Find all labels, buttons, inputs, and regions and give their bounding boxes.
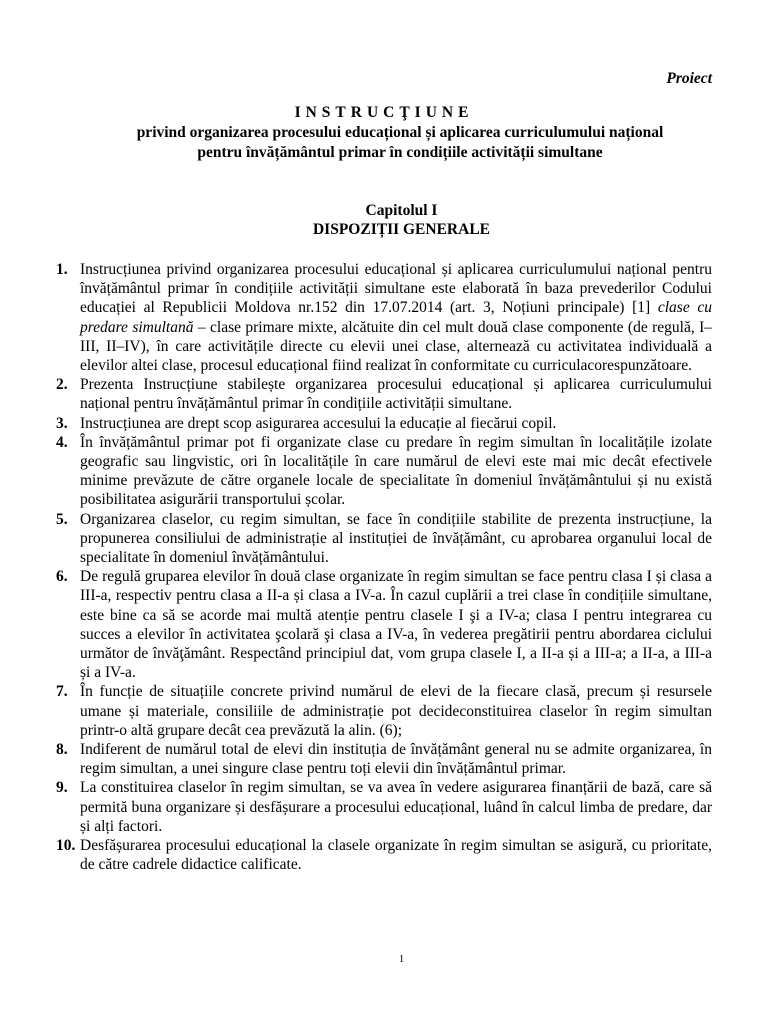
item-text-main: Indiferent de numărul total de elevi din instituția de învățământ general nu se admite organizarea, în regim simultan, a unei singure clase pentru toți elevii din învățământul primar. <box>80 741 712 778</box>
provisions-list <box>56 260 712 875</box>
subtitle-line-2: pentru învățământul primar în condițiile activității simultane <box>197 144 603 161</box>
draft-label: Proiect <box>666 70 712 87</box>
item-text-main: În funcție de situațiile concrete privind numărul de elevi de la fiecare clasă, precum și resursele umane și materiale, consiliile de administrație pot decideconstituirea claselor în regim simultan printr-o altă grupare decât cea prevăzută la alin. (6); <box>80 683 712 739</box>
item-number: 2. <box>56 376 68 394</box>
item-text <box>80 414 712 433</box>
item-text <box>80 836 712 874</box>
list-item <box>56 433 712 510</box>
item-number: 7. <box>56 683 68 701</box>
item-text-main: În învățământul primar pot fi organizate clase cu predare în regim simultan în localitățile izolate geografic sau lingvistic, ori în localitățile în care numărul de elevi este mai mic decât efectivele minime prevăzute de către organele locale de specialitate în domeniul învățământului și nu există posibilitatea asigurării transportului școlar. <box>80 433 712 509</box>
item-text-main: De regulă gruparea elevilor în două clase organizate în regim simultan se face pentru clasa I și clasa a III-a, respectiv pentru clasa a II-a și clasa a IV-a. În cazul cuplării a trei clase în condițiile simultane, este bine ca să se acorde mai multă atenție pentru clasele I şi a IV-a; clasa I pentru integrarea cu succes a elevilor în activitatea şcolară şi clasa a IV-a, în vederea pregătirii pentru abordarea ciclului următor de învăţământ. Respectând principiul dat, vom grupa clasele I, a II-a și a III-a; a II-a, a III-a și a IV-a. <box>80 568 712 682</box>
list-item <box>56 510 712 568</box>
item-number: 8. <box>56 741 68 759</box>
item-text <box>80 433 712 510</box>
list-item <box>56 260 712 375</box>
item-number: 3. <box>56 414 68 432</box>
item-text <box>80 510 712 568</box>
item-text <box>80 260 712 375</box>
item-number: 10. <box>56 837 76 855</box>
item-text-main: La constituirea claselor în regim simultan, se va avea în vedere asigurarea finanțării de bază, care să permită buna organizare și desfășurare a procesului educațional, luând în calcul limba de predare, dar și alți factori. <box>80 779 712 835</box>
item-text <box>80 740 712 778</box>
item-text <box>80 778 712 836</box>
list-item <box>56 682 712 740</box>
list-item <box>56 375 712 413</box>
item-text-main: Organizarea claselor, cu regim simultan, se face în condițiile stabilite de prezenta instrucțiune, la propunerea consiliului de administrație al instituției de învățământ, cu aprobarea organului local de specialitate în domeniul învățământului. <box>80 510 712 567</box>
document-title: INSTRUCŢIUNE <box>294 104 474 121</box>
list-item <box>56 414 712 433</box>
item-number: 6. <box>56 568 68 586</box>
item-number: 1. <box>56 261 68 278</box>
list-item <box>56 567 712 682</box>
subtitle-line-1: privind organizarea procesului educațional și aplicarea curriculumului național <box>136 124 664 141</box>
chapter-label: Capitolul I <box>365 202 438 219</box>
item-number: 4. <box>56 433 68 451</box>
item-text <box>80 567 712 682</box>
list-item <box>56 740 712 778</box>
chapter-title: DISPOZIȚII GENERALE <box>312 221 490 238</box>
item-text-main: Prezenta Instrucțiune stabilește organizarea procesului educațional și aplicarea curriculumului național pentru învățământul primar în condițiile activității simultane. <box>80 376 712 413</box>
item-number: 9. <box>56 779 68 797</box>
item-number: 5. <box>56 510 68 528</box>
list-item <box>56 836 712 874</box>
item-text <box>80 682 712 740</box>
document-subtitle <box>90 123 710 163</box>
item-text <box>80 375 712 413</box>
item-text-continuation: – clase primare mixte, alcătuite din cel mult două clase componente (de regulă, I–III, II–IV), în care activitățile directe cu elevii unei clase, alternează cu activitatea individuală a elevilor altei clase, procesul educațional fiind realizat în conformitate cu curriculacorespunzătoare. <box>80 318 712 375</box>
item-text-main: Instrucțiunea are drept scop asigurarea accesului la educație al fiecărui copil. <box>80 414 557 432</box>
item-text-emphasis: clase cu predare simultană <box>80 299 712 336</box>
list-item <box>56 778 712 836</box>
item-text-main: Instrucțiunea privind organizarea procesului educațional și aplicarea curriculumului național pentru învățământul primar în condițiile activității simultane este elaborată în baza prevederilor Codului educației al Republicii Moldova nr.152 din 17.07.2014 (art. 3, Noțiuni principale) [1] <box>80 261 712 317</box>
chapter-heading <box>0 201 768 239</box>
item-text-main: Desfășurarea procesului educațional la clasele organizate în regim simultan se asigură, cu prioritate, de către cadrele didactice calificate. <box>80 837 712 874</box>
page-number: 1 <box>398 953 405 965</box>
